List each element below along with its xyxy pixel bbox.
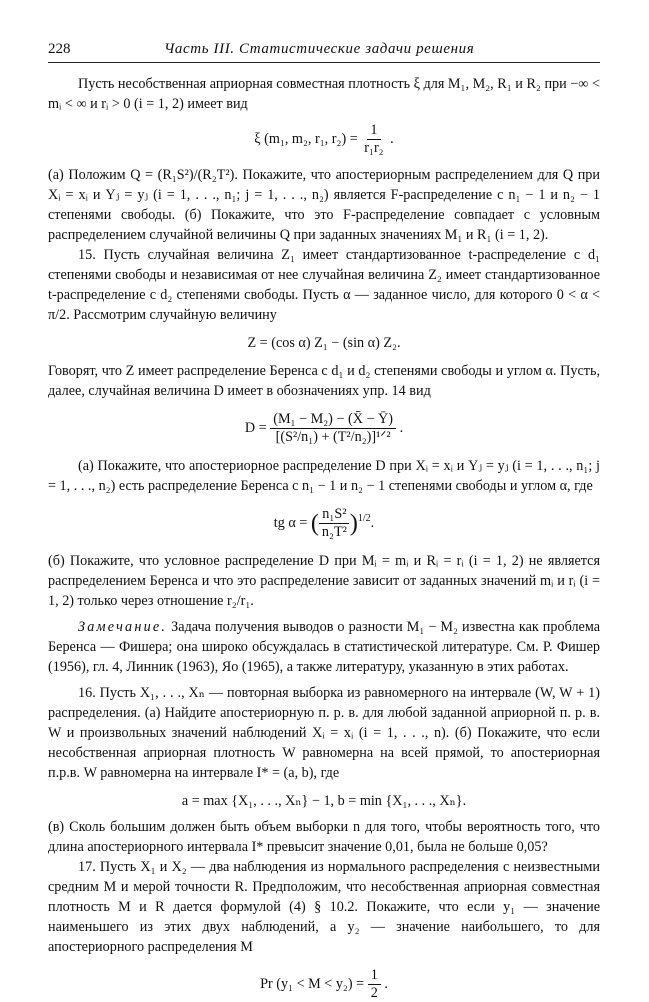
formula-end: . (390, 130, 394, 147)
fraction-denominator: 2 (370, 985, 378, 1001)
paragraph-part-c-sample-size: (в) Сколь большим должен быть объем выборки n для того, чтобы вероятность того, что длина апостериорного интервала I* превысит значение 0,01, была не больше 0,05? (48, 819, 600, 855)
running-title: Часть III. Статистические задачи решения (164, 41, 475, 57)
paragraph-remark (48, 617, 600, 677)
fraction (270, 411, 396, 446)
formula-tg-alpha (48, 506, 600, 541)
fraction-denominator: [(S²/n₁) + (T²/n₂)]¹ᐟ² (275, 429, 391, 445)
formula-interval-ab: a = max {X₁, . . ., Xₙ} − 1, b = min {X₁, . . ., Xₙ}. (181, 793, 467, 809)
fraction (361, 122, 386, 157)
formula-lhs: tg α = (273, 514, 308, 531)
formula-end: . (370, 514, 375, 531)
paragraph-exercise-17: 17. Пусть X₁ и X₂ — два наблюдения из нормального распределения с неизвестными средним M и мерой точности R. Предположим, что несобственная априорная совместная плотность M и R дается формулой (4) § 10.2. Покажите, что если y₁ — значение наименьшего из этих двух наблюдений, а y₂ — значение наибольшего, то для апостериорного распределения M (48, 859, 600, 955)
formula-end: . (384, 975, 388, 992)
page-body (48, 74, 600, 1002)
formula-probability (48, 967, 600, 1002)
paragraph-exercise-16: 16. Пусть X₁, . . ., Xₙ — повторная выборка из равномерного на интервале (W, W + 1) распределения. (а) Найдите апостериорную п. р. в. для любой заданной априорной п. р. в. W и произвольных значений наблюдений Xᵢ = xᵢ (i = 1, . . ., n). (б) Покажите, что если несобственная априорная плотность W равномерна на всей прямой, то апостериорная п.р.в. W равномерна на интервале I* = (a, b), где (48, 685, 600, 781)
remark-label: Замечание. (78, 619, 168, 635)
paragraph-part-a-b-q: (а) Положим Q = (R₁S²)/(R₂T²). Покажите, что апостериорным распределением для Q при Xᵢ = xᵢ и Yⱼ = yⱼ (i = 1, . . ., n₁; j = 1, . . ., n₂) является F-распределение с n₁ − 1 и n₂ − 1 степенями свободы. (б) Покажите, что это F-распределение совпадает с условным распределением случайной величины Q при заданных значениях M₁ и R₁ (i = 1, 2). (48, 167, 600, 243)
fraction-denominator: n₂T² (321, 524, 347, 540)
paragraph-part-a-posterior: (а) Покажите, что апостериорное распределение D при Xᵢ = xᵢ и Yⱼ = yⱼ (i = 1, . . ., n₁; j = 1, . . ., n₂) есть распределение Беренса с n₁ − 1 и n₂ − 1 степенями свободы и углом α, где (48, 458, 600, 494)
paragraph-behrens-definition: Говорят, что Z имеет распределение Беренса с d₁ и d₂ степенями свободы и углом α. Пусть, далее, случайная величина D имеет в обозначениях упр. 14 вид (48, 363, 600, 399)
formula-lhs: Pr (y₁ < M < y₂) = (260, 975, 365, 992)
formula-lhs: D = (244, 419, 267, 436)
fraction-denominator: r₁r₂ (364, 140, 384, 156)
fraction-numerator: n₁S² (319, 506, 349, 524)
formula-z: Z = (cos α) Z₁ − (sin α) Z₂. (247, 335, 401, 351)
fraction-numerator: 1 (367, 122, 380, 140)
exponent: 1/2 (357, 513, 371, 525)
fraction-numerator: (M₁ − M₂) − (X̄ − Ȳ) (270, 411, 396, 429)
fraction (368, 967, 381, 1002)
formula-lhs: ξ (m₁, m₂, r₁, r₂) = (254, 130, 358, 147)
paragraph-prior-density: Пусть несобственная априорная совместная плотность ξ для M₁, M₂, R₁ и R₂ при −∞ < mᵢ < ∞ и rᵢ > 0 (i = 1, 2) имеет вид (48, 76, 600, 112)
paragraph-exercise-15: 15. Пусть случайная величина Z₁ имеет стандартизованное t-распределение с d₁ степенями свободы и независимая от нее случайная величина Z₂ имеет стандартизованное t-распределение с d₂ степенями свободы. Пусть α — заданное число, для которого 0 < α < π/2. Рассмотрим случайную величину (48, 247, 600, 323)
paragraph-part-b-conditional: (б) Покажите, что условное распределение D при Mᵢ = mᵢ и Rᵢ = rᵢ (i = 1, 2) не является распределением Беренса и что это распределение зависит от заданных значений mᵢ и rᵢ (i = 1, 2) только через отношение r₂/r₁. (48, 553, 600, 609)
right-paren: ) (349, 510, 358, 537)
page-number: 228 (48, 41, 71, 57)
left-paren: ( (310, 510, 319, 537)
page-header (48, 40, 600, 63)
fraction (319, 506, 350, 541)
remark-text: Задача получения выводов о разности M₁ − M₂ известна как проблема Беренса — Фишера; она широко обсуждалась в статистической литературе. См. Р. Фишер (1956), гл. 4, Линник (1963), Яо (1965), а также литературу, указанную в этих работах. (48, 619, 601, 675)
fraction-numerator: 1 (368, 967, 381, 985)
formula-end: . (399, 419, 404, 436)
formula-prior-density (48, 122, 600, 157)
formula-d (48, 411, 600, 446)
